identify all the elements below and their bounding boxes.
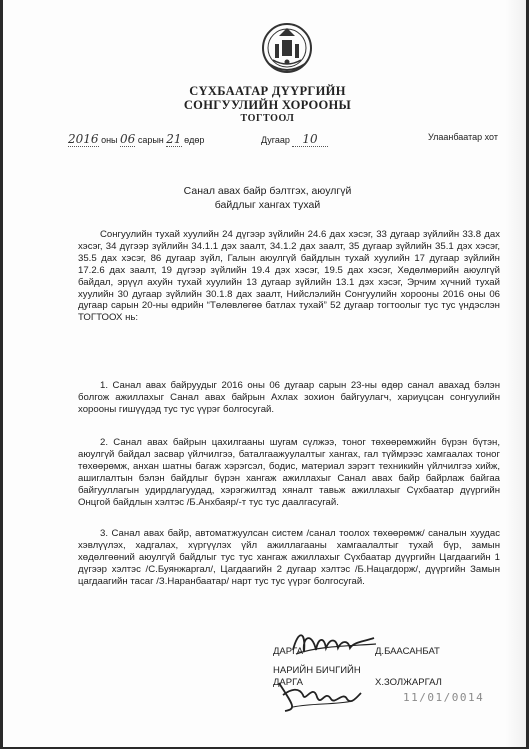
- stamp-number: 11/01/0014: [403, 691, 485, 704]
- resolution-item-1: 1. Санал авах байруудыг 2016 оны 06 дугаар сарын 23-ны өдөр санал авахад бэлэн болгож ажиллахыг Санал авах байрын Ахлах зохион байгуулагч, хариуцсан сонгуулийн хорооны гишүүдэд тус тус үүрэг болгосугай.: [78, 380, 500, 415]
- signer2-name: Х.ЗОЛЖАРГАЛ: [375, 677, 442, 688]
- scan-edge-shadow: [505, 0, 529, 749]
- resolution-item-2: 2. Санал авах байрын цахилгааны шугам сүлжээ, тоног төхөөрөмжийн бүрэн бүтэн, аюулгүй байдал засвар үйлчилгээ, баталгаажуулалтыг хангах, гал түймрээс хамгаалах тоног төхөөрөмж, анхан шатны багаж хэрэгсэл, бодис, материал зэрэгт техникийн үйлчилгээ хийж, ашиглалтын бэлэн байдлыг бүрэн хангаж ажиллахыг Санал авах байр байрлаж байгаа байгууллагын удирдлагуудад, хэрэгжилтэд хяналт тавьж ажиллахыг Сүхбаатар дүүргийн Онцгой байдлын хэлтэс /Б.Анхбаяр/-т тус тус даалгасугай.: [78, 437, 500, 508]
- date-year-suffix: оны: [101, 135, 118, 145]
- document-type: ТОГТООЛ: [240, 113, 295, 124]
- subject-line2: байдлыг хангах тухай: [214, 199, 321, 211]
- date-day-suffix: өдөр: [184, 135, 205, 145]
- signer1-name: Д.БААСАНБАТ: [375, 646, 440, 657]
- date-year: 2016: [68, 132, 99, 146]
- signer1-role: ДАРГА: [273, 646, 303, 657]
- subject-line1: Санал авах байр бэлтгэх, аюулгүй: [183, 185, 352, 197]
- signature-2-icon: [273, 675, 365, 715]
- date-day: 21: [166, 132, 182, 146]
- org-name-line1: СҮХБААТАР ДҮҮРГИЙН: [189, 84, 346, 98]
- document-number: [261, 132, 328, 147]
- number-value: 10: [292, 132, 327, 147]
- date-month-suffix: сарын: [137, 135, 164, 145]
- state-emblem-icon: [261, 18, 313, 78]
- signer2-role-line1: НАРИЙН БИЧГИЙН: [273, 665, 361, 676]
- date-month: 06: [120, 132, 136, 146]
- number-label: Дугаар: [261, 135, 290, 145]
- intro-paragraph: Сонгуулийн тухай хуулийн 24 дүгээр зүйлийн 24.6 дах хэсэг, 33 дугаар зүйлийн 33.8 дах хэсэг, 34 дүгээр зүйлийн 34.1.1 дэх заалт, 34.1.2 дах заалт, 35 дугаар зүйлийн 35.1 дэх хэсэг, 35.5 дах хэсэг, 86 дугаар зүйл, Галын аюулгүй байдлын тухай хуулийн 17 дугаар зүйлийн 17.2.6 дах заалт, 19 дүгээр зүйлийн 19.4 дэх хэсэг, 19.5 дах хэсэг, Хөдөлмөрийн аюулгүй байдал, эрүүл ахуйн тухай хуулийн 13 дугаар зүйлийн 13.1 дэх хэсэг, Эрчим хүчний тухай хуулийн 30 дугаар зүйлийн 30.1.8 дах заалт, Нийслэлийн Сонгуулийн хорооны 2016 оны 06 дугаар сарын 20-ны өдрийн “Төлөвлөгөө батлах тухай” 52 дугаар тогтоолыг тус тус үндэслэн ТОГТООХ нь:: [78, 229, 500, 324]
- org-name-line2: СОНГУУЛИЙН ХОРООНЫ: [183, 98, 352, 112]
- signature-1-icon: [288, 626, 378, 660]
- resolution-item-3: 3. Санал авах байр, автоматжуулсан систем /санал тоолох төхөөрөмж/ саналын хуудас хэвлүүлэх, хадгалах, хүргүүлэх үйл ажиллагааны хамгаалалтыг тухай бүр, замын хөдөлгөөний аюулгүй байдлыг тус тус хангаж ажиллахыг Сүхбаатар дүүргийн Цагдаагийн 1 дүгээр хэлтэс /С.Буянжаргал/, Цагдаагийн 2 дугаар хэлтэс /Б.Нацагдорж/, дүүргийн Замын цагдаагийн тасаг /З.Наранбаатар/ нарт тус тус үүрэг болгосугай.: [78, 528, 500, 587]
- document-city: Улаанбаатар хот: [428, 132, 498, 142]
- signer2-role-line2: ДАРГА: [273, 677, 303, 688]
- document-date: [68, 132, 204, 147]
